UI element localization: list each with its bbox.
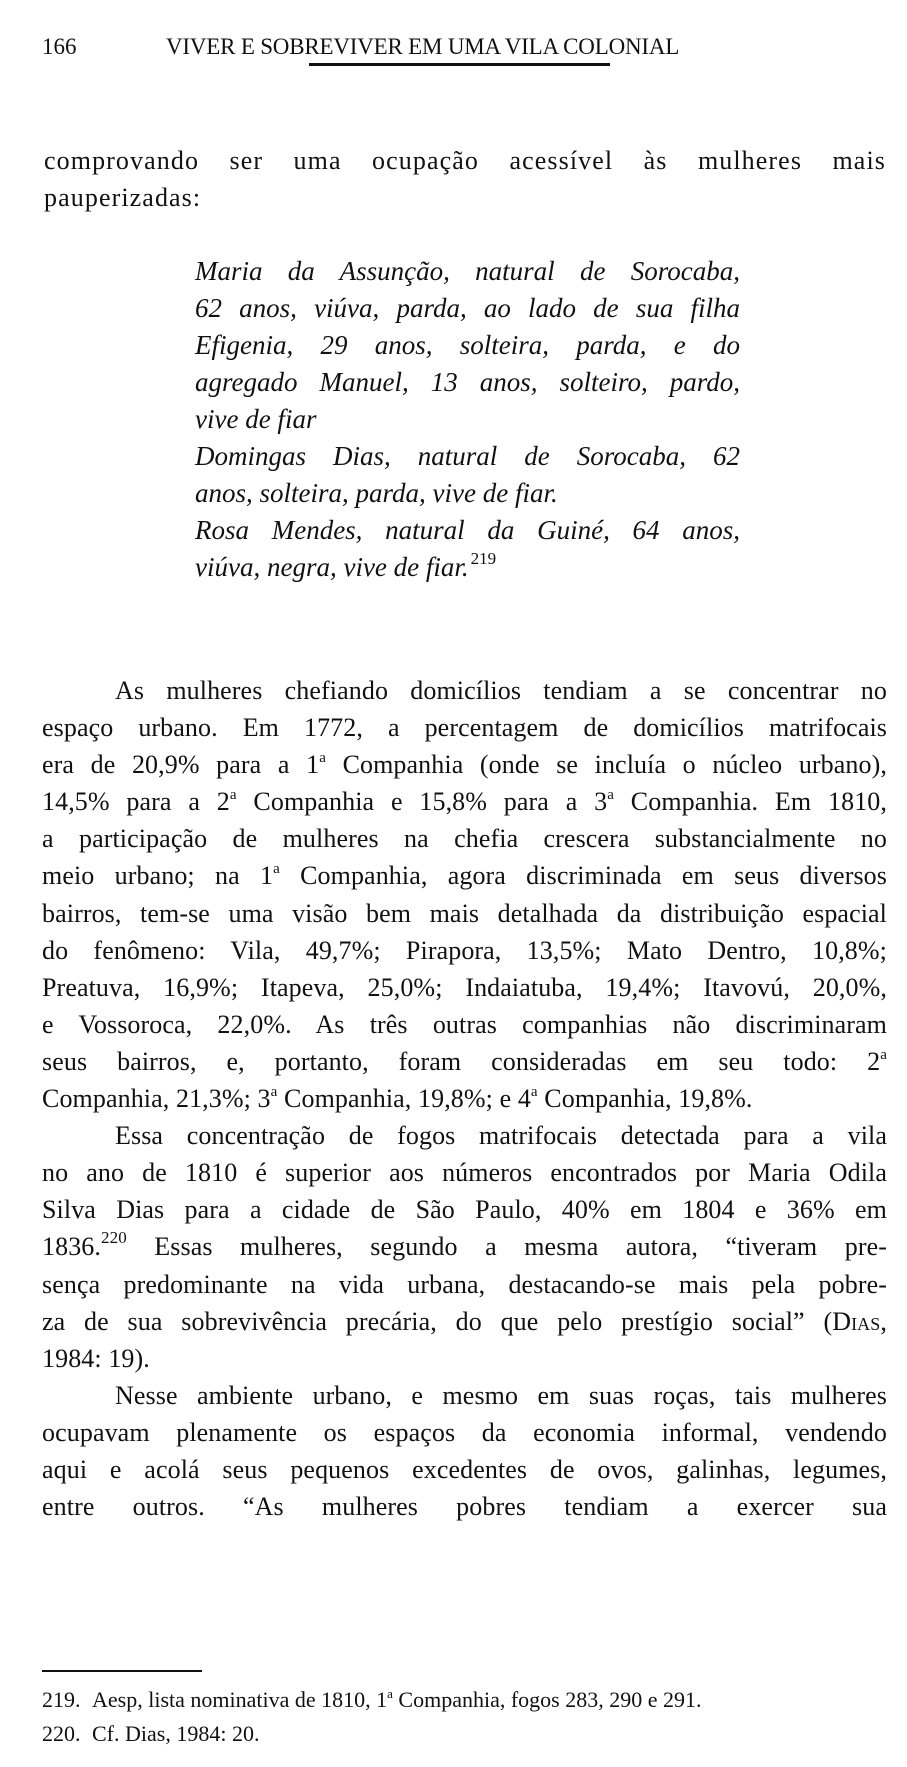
lead-paragraph	[44, 142, 886, 216]
text-line: 1984: 19).	[42, 1343, 150, 1373]
footnote-reference[interactable]: 219	[470, 549, 497, 568]
text-run: Companhia, agora discriminada em seus diversos	[279, 861, 887, 891]
quote-line: vive de fiar	[195, 404, 317, 434]
text-line: aqui e acolá seus pequenos excedentes de ovos, galinhas, legumes,	[42, 1454, 887, 1484]
quote-line: Rosa Mendes, natural da Guiné, 64 anos,	[195, 515, 740, 545]
text-run: Companhia, 19,8%; e 4	[277, 1084, 531, 1114]
lead-line: comprovando ser uma ocupação acessível às mulheres mais	[44, 146, 886, 175]
quote-line	[195, 549, 740, 586]
lead-line: pauperizadas:	[44, 183, 202, 212]
text-line	[42, 746, 887, 783]
ordinal-marker: a	[530, 1084, 538, 1101]
ordinal-marker: a	[319, 750, 326, 767]
text-line: no ano de 1810 é superior aos números encontrados por Maria Odila	[42, 1158, 887, 1188]
text-line	[42, 857, 887, 894]
text-line: e Vossoroca, 22,0%. As três outras companhias não discriminaram	[42, 1009, 887, 1039]
text-line: Essa concentração de fogos matrifocais detectada para a vila	[115, 1121, 887, 1151]
text-line	[42, 1043, 887, 1080]
text-line: entre outros. “As mulheres pobres tendiam a exercer sua	[42, 1492, 887, 1522]
paragraph	[42, 1377, 887, 1525]
text-run: seus bairros, e, portanto, foram consideradas em seu todo: 2	[42, 1046, 881, 1076]
text-run: Companhia. Em 1810,	[614, 787, 887, 817]
quote-line: Domingas Dias, natural de Sorocaba, 62	[195, 441, 740, 471]
footnote-separator	[42, 1670, 202, 1672]
ordinal-marker: a	[270, 1084, 278, 1101]
text-line	[42, 1080, 887, 1117]
paragraph	[42, 672, 887, 1117]
footnote-text: Companhia, fogos 283, 290 e 291.	[392, 1687, 702, 1712]
quote-line: anos, solteira, parda, vive de fiar.	[195, 478, 558, 508]
paragraph	[42, 1117, 887, 1377]
ordinal-marker: a	[880, 1046, 887, 1063]
quote-line: 62 anos, viúva, parda, ao lado de sua filha	[195, 293, 740, 323]
text-line: Preatuva, 16,9%; Itapeva, 25,0%; Indaiatuba, 19,4%; Itavovú, 20,0%,	[42, 972, 887, 1002]
text-run: meio urbano; na 1	[42, 861, 274, 891]
text-line: sença predominante na vida urbana, destacando-se mais pela pobre-	[42, 1269, 887, 1299]
footnote-reference[interactable]: 220	[101, 1228, 127, 1248]
text-line	[42, 783, 887, 820]
block-quote	[195, 253, 740, 586]
text-line: Nesse ambiente urbano, e mesmo em suas roças, tais mulheres	[115, 1380, 887, 1410]
running-title: VIVER E SOBREVIVER EM UMA VILA COLONIAL	[166, 34, 680, 59]
author-name-small-caps: Dias	[832, 1306, 881, 1336]
body-text	[42, 672, 887, 1525]
footnote-219	[42, 1683, 887, 1717]
ordinal-marker: a	[607, 787, 614, 804]
text-run: Companhia e 15,8% para a 3	[236, 787, 608, 817]
text-line	[42, 1303, 887, 1340]
running-header	[42, 34, 882, 74]
page-number: 166	[42, 34, 77, 59]
text-line	[42, 1228, 887, 1265]
text-line: As mulheres chefiando domicílios tendiam a se concentrar no	[115, 676, 887, 705]
footnote-number: 219.	[42, 1687, 81, 1712]
text-line: Silva Dias para a cidade de São Paulo, 40% em 1804 e 36% em	[42, 1195, 887, 1225]
text-run: ,	[880, 1306, 887, 1336]
text-run: Companhia, 19,8%.	[537, 1084, 753, 1114]
text-run: 1836.	[42, 1232, 101, 1262]
text-run: za de sua sobrevivência precária, do que pelo prestígio social” (	[42, 1306, 833, 1336]
quote-line: Efigenia, 29 anos, solteira, parda, e do	[195, 330, 740, 360]
text-line: a participação de mulheres na chefia crescera substancialmente no	[42, 824, 887, 854]
footnotes	[42, 1683, 887, 1751]
quote-line: Maria da Assunção, natural de Sorocaba,	[195, 256, 740, 286]
text-run: Essas mulheres, segundo a mesma autora, “tiveram pre-	[126, 1232, 887, 1262]
text-run: Companhia (onde se incluía o núcleo urbano),	[325, 750, 887, 780]
text-line: bairros, tem-se uma visão bem mais detalhada da distribuição espacial	[42, 898, 887, 928]
header-underline	[309, 63, 610, 66]
ordinal-marker: a	[387, 1686, 393, 1701]
quote-line: agregado Manuel, 13 anos, solteiro, pardo,	[195, 367, 740, 397]
text-run: Companhia, 21,3%; 3	[42, 1084, 271, 1114]
ordinal-marker: a	[229, 787, 237, 804]
footnote-220	[42, 1717, 887, 1751]
footnote-number: 220.	[42, 1721, 81, 1746]
text-line: do fenômeno: Vila, 49,7%; Pirapora, 13,5%; Mato Dentro, 10,8%;	[42, 935, 887, 965]
text-run: era de 20,9% para a 1	[42, 750, 320, 780]
text-line: ocupavam plenamente os espaços da economia informal, vendendo	[42, 1417, 887, 1447]
text-line: espaço urbano. Em 1772, a percentagem de domicílios matrifocais	[42, 713, 887, 743]
text-run: 14,5% para a 2	[42, 787, 230, 817]
footnote-text: Aesp, lista nominativa de 1810, 1	[92, 1687, 388, 1712]
footnote-text: Cf. Dias, 1984: 20.	[92, 1721, 260, 1746]
quote-line-text: viúva, negra, vive de fiar.	[195, 552, 469, 582]
ordinal-marker: a	[273, 861, 280, 878]
